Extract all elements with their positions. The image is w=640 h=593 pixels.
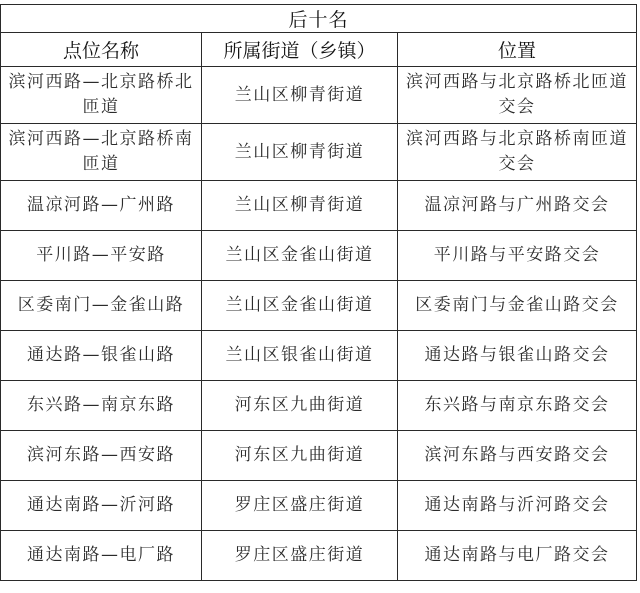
table-title: 后十名 [1,5,637,33]
header-street: 所属街道（乡镇） [202,33,398,67]
ranking-table [0,4,637,581]
table-row [1,331,637,381]
table-title-row [1,5,637,33]
cell-location: 滨河西路与北京路桥北匝道交会 [398,67,637,124]
table-row [1,67,637,124]
cell-location: 平川路与平安路交会 [398,231,637,281]
table-row [1,431,637,481]
cell-point-name: 温凉河路—广州路 [1,181,202,231]
cell-street: 河东区九曲街道 [202,431,398,481]
table-row [1,231,637,281]
cell-street: 河东区九曲街道 [202,381,398,431]
cell-street: 兰山区银雀山街道 [202,331,398,381]
table-row [1,481,637,531]
header-location: 位置 [398,33,637,67]
cell-street: 兰山区柳青街道 [202,67,398,124]
table-header-row [1,33,637,67]
cell-point-name: 滨河西路—北京路桥北匝道 [1,67,202,124]
cell-street: 罗庄区盛庄街道 [202,481,398,531]
cell-location: 东兴路与南京东路交会 [398,381,637,431]
cell-point-name: 通达南路—电厂路 [1,531,202,581]
cell-point-name: 滨河西路—北京路桥南匝道 [1,124,202,181]
cell-point-name: 通达路—银雀山路 [1,331,202,381]
table-row [1,381,637,431]
cell-point-name: 通达南路—沂河路 [1,481,202,531]
cell-location: 区委南门与金雀山路交会 [398,281,637,331]
cell-location: 通达南路与电厂路交会 [398,531,637,581]
cell-street: 兰山区柳青街道 [202,181,398,231]
header-point-name: 点位名称 [1,33,202,67]
cell-point-name: 区委南门—金雀山路 [1,281,202,331]
cell-location: 滨河东路与西安路交会 [398,431,637,481]
table-row [1,281,637,331]
cell-location: 通达南路与沂河路交会 [398,481,637,531]
table-row [1,531,637,581]
cell-point-name: 东兴路—南京东路 [1,381,202,431]
cell-location: 温凉河路与广州路交会 [398,181,637,231]
cell-location: 滨河西路与北京路桥南匝道交会 [398,124,637,181]
cell-point-name: 滨河东路—西安路 [1,431,202,481]
cell-street: 兰山区柳青街道 [202,124,398,181]
table-row [1,124,637,181]
ranking-table-container [0,4,636,581]
cell-street: 兰山区金雀山街道 [202,231,398,281]
cell-street: 罗庄区盛庄街道 [202,531,398,581]
cell-street: 兰山区金雀山街道 [202,281,398,331]
table-row [1,181,637,231]
cell-point-name: 平川路—平安路 [1,231,202,281]
cell-location: 通达路与银雀山路交会 [398,331,637,381]
